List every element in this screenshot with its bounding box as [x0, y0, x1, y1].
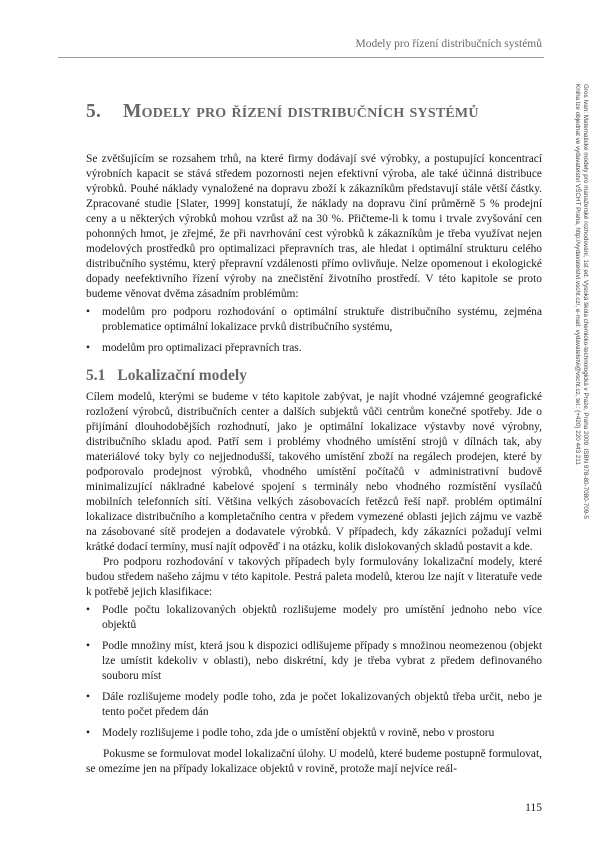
list-item [86, 726, 542, 741]
page-number: 115 [525, 802, 542, 814]
list-item-text: modelům pro optimalizaci přepravních tras. [102, 342, 302, 354]
list-item [86, 690, 542, 720]
list-item [86, 639, 542, 684]
body-text [86, 152, 542, 777]
chapter-number: 5. [86, 101, 102, 122]
list-item-text: Podle množiny míst, která jsou k dispozici odlišujeme případy s množinou neomezenou (objekt lze umístit kdekoliv v oblasti), nebo diskrétní, kdy je třeba vybrat z předem definovaného souboru míst [102, 640, 542, 682]
side-note-line-2: Kniha lze objednat ve vydavatelství VŠCHT Praha, http://vydavatelstvi.vscht.cz/, e-mail: vydavatelstvi@vscht.cz, tel.: (+420) 220 443 211 [573, 84, 581, 465]
list-item [86, 603, 542, 633]
classification-list [86, 603, 542, 741]
list-item-text: Modely rozlišujeme i podle toho, zda jde o umístění objektů v rovině, nebo v prostoru [102, 727, 495, 739]
section-title: Lokalizační modely [117, 367, 247, 384]
section-paragraph-3: Pokusme se formulovat model lokalizační úlohy. U modelů, které budeme postupně formulovat, se omezíme jen na případy lokalizace objektů v rovině, protože mají nejvíce reál- [86, 748, 542, 775]
running-header: Modely pro řízení distribučních systémů [355, 38, 542, 50]
list-item [86, 341, 542, 356]
bullet-symbol: • [86, 727, 90, 739]
chapter-title [86, 101, 479, 123]
list-item-text: Dále rozlišujeme modely podle toho, zda je počet lokalizovaných objektů třeba určit, nebo je tento počet předem dán [102, 691, 542, 718]
list-item [86, 305, 542, 335]
bullet-symbol: • [86, 604, 90, 616]
side-note-line-1: Gros Ivan: Matematické modely pro manažerské rozhodování, 1st ed. Vysoká škola chemicko-technologická v Praze, Praha 2009. ISBN 978-80-7080-709-5 [582, 84, 589, 519]
section-number: 5.1 [86, 367, 106, 384]
bullet-symbol: • [86, 342, 90, 354]
bullet-symbol: • [86, 691, 90, 703]
list-item-text: Podle počtu lokalizovaných objektů rozlišujeme modely pro umístění jednoho nebo více objektů [102, 604, 542, 631]
bullet-symbol: • [86, 306, 90, 318]
intro-paragraph: Se zvětšujícím se rozsahem trhů, na které firmy dodávají své výrobky, a postupující koncentrací výrobních kapacit se stává středem pozornosti nejen efektivní výroba, ale také účinná distribuce výrobků. Pouhé náklady vynaložené na dopravu zboží k zákazníkům představují stále větší částky. Zpracované studie [Slater, 1999] konstatují, že náklady na dopravu činí průměrně 5 % prodejní ceny a u některých výrobků mohou vzrůst až na 30 %. Přičteme-li k tomu i trvale zvyšování cen pohonných hmot, je zřejmé, že při navrhování cest výrobků k zákazníkům je třeba využívat nejen modelových prostředků pro optimalizaci přepravních tras, ale hledat i optimální strukturu celého distribučního systému, který přepravní vzdálenosti přímo ovlivňuje. Nelze opomenout i ekologické dopady neefektivního řízení výroby na znečistění životního prostředí. V této kapitole se proto budeme věnovat dvěma zásadním problémům: [86, 153, 542, 300]
section-paragraph-2: Pro podporu rozhodování v takových případech byly formulovány lokalizační modely, které budou středem našeho zájmu v této kapitole. Pestrá paleta modelů, kterou lze najít v literatuře vede k potřebě jejich klasifikace: [86, 556, 542, 598]
intro-list [86, 305, 542, 356]
chapter-title-text: Modely pro řízení distribučních systémů [123, 101, 479, 122]
section-heading [86, 368, 542, 383]
side-note [573, 84, 589, 614]
bullet-symbol: • [86, 640, 90, 652]
side-note-rotated [572, 84, 589, 614]
list-item-text: modelům pro podporu rozhodování o optimální struktuře distribučního systému, zejména problematice optimální lokalizace prvků distribučního systému, [102, 306, 542, 333]
section-paragraph-1: Cílem modelů, kterými se budeme v této kapitole zabývat, je najít vhodné vzájemné geografické rozložení výrobců, distribučních center a dalších subjektů vůči centrům konečné spotřeby. Jde o přijímání dlouhodobějších rozhodnutí, jako je optimální lokalizace výstavby nové výrobny, distribučního skladu apod. Patří sem i problémy vhodného umístění strojů v dílnách tak, aby materiálové toky byly co nejjednodušší, takového umístění zboží na regálech prodejen, které by podporovalo prodejnost výrobků, vhodného umístění počítačů v administrativní budově minimalizující náklradné kabelové spojení s terminály nebo vhodného rozmístění vysílačů mobilních telefonních sítí. Většina velkých zásobovacích řetězců řeší např. problém optimální lokalizace distribučního a kompletačního centra v předem vymezené oblasti jejich zájmu ve vazbě na zásobované sítě prodejen a dodavatele výrobků. V případech, kdy zákazníci požadují velmi krátké dodací termíny, musí najít odpověď i na otázku, kolik dislokovaných skladů postavit a kde. [86, 391, 542, 553]
header-rule [58, 57, 544, 58]
